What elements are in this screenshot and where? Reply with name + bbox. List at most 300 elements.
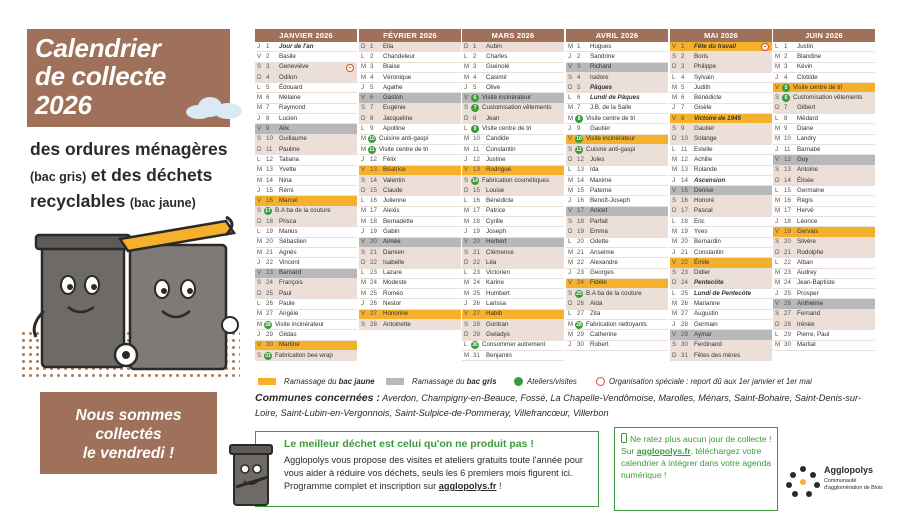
day-label: Élisée	[797, 176, 814, 184]
day-number: 26	[681, 300, 688, 308]
day-row	[773, 176, 875, 186]
day-number: 19	[473, 228, 480, 235]
weekday: J	[257, 42, 261, 50]
day-number: 27	[681, 310, 688, 318]
weekday: M	[568, 330, 574, 338]
day-number: 3	[577, 63, 581, 71]
day-number: 20	[681, 238, 688, 246]
weekday: S	[257, 63, 262, 71]
weekday: M	[361, 279, 367, 287]
communes-label: Communes concernées :	[255, 392, 380, 404]
weekday: V	[257, 197, 262, 205]
weekday: J	[361, 155, 365, 163]
day-number: 6	[681, 94, 685, 102]
green-circle-icon: 5	[782, 84, 790, 92]
weekday: M	[464, 217, 470, 225]
day-label: Gildas	[279, 330, 297, 338]
weekday: L	[568, 238, 572, 246]
day-number: 11	[784, 145, 791, 153]
weekday: D	[257, 73, 262, 81]
day-row	[566, 227, 668, 237]
day-row	[359, 289, 461, 299]
day-number: 7	[370, 104, 374, 112]
day-label: Béatrice	[383, 166, 406, 174]
month-column	[773, 29, 875, 351]
day-number: 21	[784, 248, 791, 256]
day-label: Bénédicte	[694, 94, 722, 102]
day-label: Aymar	[694, 330, 712, 338]
day-label: Anicet	[590, 207, 608, 215]
day-number: 15	[784, 186, 791, 194]
day-row	[255, 279, 357, 289]
day-row	[566, 341, 668, 351]
day-label: Gilbert	[797, 104, 816, 112]
day-label: Geneviève	[279, 63, 309, 71]
day-label: Augustin	[694, 310, 719, 318]
day-number: 12	[266, 155, 273, 163]
weekday: M	[361, 135, 367, 143]
day-label: Landry	[797, 135, 816, 143]
weekday: M	[361, 217, 367, 225]
communes-list: Averdon, Champigny-en-Beauce, Fossé, La Chapelle-Vendômoise, Marolles, Ménars, Saint-Bohaire, Saint-Denis-sur-Loire, Saint-Lubin-en-Vergonnois, Saint-Sulpice-de-Pommeray, Villefrancœur, Villerbon	[255, 393, 861, 418]
day-row	[462, 248, 564, 258]
day-number: 14	[784, 176, 791, 184]
day-number: 2	[577, 52, 581, 60]
day-row	[566, 279, 668, 289]
day-row	[359, 124, 461, 134]
day-number: 22	[370, 258, 377, 266]
day-row	[359, 176, 461, 186]
day-label: Benoît-Joseph	[590, 197, 630, 205]
weekday: D	[361, 114, 366, 122]
day-number: 20	[577, 238, 584, 246]
green-circle-icon: 25	[576, 290, 582, 297]
day-row	[462, 42, 564, 52]
weekday: V	[257, 125, 262, 133]
day-label: Gautier	[590, 125, 611, 133]
day-label: J.B. de la Salle	[590, 104, 632, 112]
day-number: 31	[681, 351, 688, 359]
day-number: 8	[266, 114, 270, 122]
day-number: 26	[473, 300, 480, 308]
day-number: 30	[577, 341, 584, 349]
day-number: 7	[681, 104, 685, 112]
day-number: 13	[370, 166, 377, 174]
weekday: V	[568, 63, 573, 71]
weekday: L	[464, 197, 468, 205]
day-number: 28	[681, 320, 688, 328]
weekday: J	[257, 114, 261, 122]
weekday: J	[568, 269, 572, 277]
month-header: JUIN 2026	[773, 29, 875, 42]
subtitle	[30, 137, 245, 215]
weekday: S	[257, 279, 262, 287]
day-label: Rolande	[694, 166, 718, 174]
day-label: Gervais	[797, 228, 819, 235]
green-circle-icon	[514, 377, 523, 386]
day-number: 6	[266, 94, 270, 102]
day-row	[255, 114, 357, 124]
day-number: 12	[681, 155, 688, 163]
weekday: V	[775, 300, 780, 308]
day-label: Patrice	[486, 207, 506, 215]
day-label: Kévin	[797, 63, 813, 71]
day-label: Clémence	[486, 248, 514, 256]
day-number: 8	[473, 114, 477, 122]
day-row	[773, 248, 875, 258]
green-circle-icon: 28	[576, 321, 582, 328]
green-circle-icon: 7	[471, 104, 479, 112]
day-label: Audrey	[797, 269, 817, 277]
day-label: Germaine	[797, 186, 825, 194]
green-circle-icon: 10	[576, 136, 582, 143]
day-label: Jour de l'an	[279, 42, 314, 50]
day-row	[566, 135, 668, 145]
day-label: Alexandre	[590, 258, 618, 266]
day-label: Rodolphe	[797, 248, 824, 256]
weekday: V	[464, 310, 469, 318]
day-label: Marius	[279, 228, 298, 235]
day-number: 13	[577, 166, 584, 174]
day-label: Martial	[797, 341, 816, 349]
weekday: V	[568, 207, 573, 215]
day-label: François	[279, 279, 303, 287]
day-row	[359, 114, 461, 124]
day-number: 10	[681, 135, 688, 143]
day-row	[670, 114, 772, 124]
day-row	[670, 330, 772, 340]
day-label: Honorine	[383, 310, 409, 318]
day-label: Sylvain	[694, 73, 714, 81]
day-number: 25	[370, 289, 377, 297]
day-label: Parfait	[590, 217, 608, 225]
day-row	[359, 93, 461, 103]
day-number: 30	[784, 341, 791, 349]
day-row	[670, 299, 772, 309]
weekday: V	[464, 166, 469, 174]
weekday: L	[775, 330, 779, 338]
weekday: L	[775, 114, 779, 122]
weekday: J	[775, 73, 779, 81]
weekday: M	[775, 279, 781, 287]
weekday: M	[464, 207, 470, 215]
day-row	[255, 104, 357, 114]
day-row	[773, 238, 875, 248]
day-row	[255, 42, 357, 52]
day-row	[670, 341, 772, 351]
day-label: Diane	[797, 125, 814, 133]
day-label: Nina	[279, 176, 292, 184]
day-row	[773, 63, 875, 73]
weekday: V	[568, 279, 573, 287]
day-row	[255, 166, 357, 176]
day-row	[773, 330, 875, 340]
weekday: M	[361, 207, 367, 215]
day-row	[462, 217, 564, 227]
day-row	[462, 155, 564, 165]
subtitle-part-5: (bac jaune)	[129, 196, 196, 210]
day-row	[670, 196, 772, 206]
day-label: Yves	[694, 228, 708, 235]
day-row	[255, 186, 357, 196]
day-number: 4	[266, 73, 270, 81]
weekday: J	[672, 248, 676, 256]
day-label: Victorien	[486, 269, 510, 277]
day-row	[566, 114, 668, 124]
day-number: 28	[784, 320, 791, 328]
day-row	[670, 124, 772, 134]
day-label: Constantin	[694, 248, 724, 256]
day-row	[255, 320, 357, 330]
weekday: S	[464, 104, 469, 112]
day-row	[773, 124, 875, 134]
weekday: M	[257, 104, 263, 112]
day-label: Customisation vêtements	[793, 94, 863, 102]
day-label: Ida	[590, 166, 599, 174]
promo-line-3: le vendredi !	[82, 445, 175, 462]
day-label: Benjamin	[486, 351, 512, 359]
day-label: Gwladys	[486, 330, 510, 338]
day-label: Georges	[590, 269, 614, 277]
day-row	[773, 42, 875, 52]
weekday: J	[775, 145, 779, 153]
day-row	[670, 217, 772, 227]
weekday: M	[361, 63, 367, 71]
weekday: M	[672, 238, 678, 246]
day-row	[359, 166, 461, 176]
day-label: Gontran	[486, 320, 509, 328]
weekday: S	[361, 248, 366, 256]
weekday: S	[464, 176, 469, 184]
weekday: M	[672, 155, 678, 163]
day-label: Silvère	[797, 238, 816, 246]
day-label: Mélaine	[279, 94, 301, 102]
day-number: 20	[370, 238, 377, 246]
day-row	[255, 52, 357, 62]
day-number: 13	[784, 166, 791, 174]
day-row	[773, 320, 875, 330]
agglopolys-logo-icon	[786, 462, 886, 502]
day-number: 13	[473, 166, 480, 174]
day-number: 26	[266, 300, 273, 308]
weekday: M	[464, 351, 470, 359]
day-row	[255, 145, 357, 155]
weekday: D	[361, 258, 366, 266]
day-number: 17	[577, 207, 584, 215]
weekday: D	[568, 83, 573, 91]
day-row	[255, 258, 357, 268]
day-row	[359, 52, 461, 62]
month-column	[670, 29, 772, 361]
day-row	[670, 176, 772, 186]
day-row	[566, 166, 668, 176]
day-row	[566, 299, 668, 309]
day-number: 5	[266, 83, 270, 91]
day-label: Pierre, Paul	[797, 330, 830, 338]
green-circle-icon: 6	[782, 94, 790, 102]
day-number: 25	[681, 289, 688, 297]
day-label: Eugénie	[383, 104, 406, 112]
day-label: Robert	[590, 341, 609, 349]
app-box	[614, 427, 778, 511]
day-number: 9	[577, 125, 581, 133]
day-number: 22	[784, 258, 791, 266]
weekday: M	[361, 289, 367, 297]
day-row	[255, 83, 357, 93]
day-number: 15	[370, 186, 377, 194]
day-label: Bernardin	[694, 238, 721, 246]
day-label: Régis	[797, 197, 813, 205]
day-number: 29	[473, 330, 480, 338]
day-label: Isabelle	[383, 258, 405, 266]
weekday: L	[672, 289, 676, 297]
logo-name: Agglopolys	[824, 465, 873, 475]
weekday: D	[361, 42, 366, 50]
day-row	[359, 258, 461, 268]
day-label: Germain	[694, 320, 718, 328]
day-number: 20	[473, 238, 480, 246]
day-row	[773, 186, 875, 196]
weekday: L	[672, 145, 676, 153]
day-label: Médard	[797, 114, 818, 122]
day-row	[462, 227, 564, 237]
weekday: S	[257, 351, 262, 359]
day-number: 29	[784, 330, 791, 338]
day-number: 15	[681, 186, 688, 194]
day-label: Visite incinérateur	[586, 135, 636, 143]
app-link[interactable]: agglopolys.fr	[636, 446, 691, 456]
weekday: M	[568, 176, 574, 184]
day-label: Joseph	[486, 228, 506, 235]
weekday: D	[672, 279, 677, 287]
day-number: 17	[681, 207, 688, 215]
day-row	[462, 207, 564, 217]
weekday: M	[775, 135, 781, 143]
day-row	[773, 217, 875, 227]
day-row	[566, 217, 668, 227]
day-label: Achille	[694, 155, 713, 163]
weekday: D	[257, 289, 262, 297]
day-number: 1	[266, 42, 270, 50]
day-row	[462, 124, 564, 134]
advice-body-text: Agglopolys vous propose des visites et ateliers gratuits toute l'année pour vous aider à réduire vos déchets, seuls les 6 premiers mois figurent ici. Programme complet et inscription sur	[284, 455, 583, 491]
weekday: M	[775, 341, 781, 349]
day-label: Tatiana	[279, 155, 299, 163]
day-row	[255, 341, 357, 351]
day-number: 5	[473, 83, 477, 91]
day-label: Customisation vêtements	[482, 104, 552, 112]
weekday: S	[568, 145, 573, 153]
day-number: 31	[473, 351, 480, 359]
day-number: 23	[784, 269, 791, 277]
weekday: S	[257, 207, 262, 215]
day-label: Lundi de Pentecôte	[694, 289, 752, 297]
title-line-3: 2026	[35, 91, 102, 119]
day-row	[773, 258, 875, 268]
green-circle-icon: 31	[265, 352, 271, 359]
day-label: Anselme	[590, 248, 615, 256]
weekday: J	[568, 341, 572, 349]
advice-link[interactable]: agglopolys.fr	[438, 481, 497, 491]
day-row	[462, 166, 564, 176]
weekday: M	[568, 104, 574, 112]
weekday: V	[464, 94, 469, 102]
day-label: Olive	[486, 83, 501, 91]
day-number: 15	[266, 186, 273, 194]
day-row	[255, 207, 357, 217]
weekday: M	[464, 135, 470, 143]
day-label: Visite centre de tri	[379, 145, 429, 153]
advice-box	[255, 431, 599, 507]
day-row	[773, 93, 875, 103]
weekday: L	[464, 52, 468, 60]
subtitle-part-1: des ordures ménagères	[30, 139, 228, 159]
day-number: 9	[784, 125, 788, 133]
day-row	[255, 196, 357, 206]
day-row	[255, 217, 357, 227]
day-label: Justine	[486, 155, 506, 163]
day-number: 2	[681, 52, 685, 60]
day-number: 9	[681, 125, 685, 133]
day-number: 27	[266, 310, 273, 318]
day-number: 24	[784, 279, 791, 287]
weekday: L	[257, 155, 261, 163]
day-row	[359, 279, 461, 289]
day-label: B.A ba de la couture	[586, 289, 642, 297]
day-number: 1	[681, 42, 685, 50]
day-row	[670, 52, 772, 62]
green-circle-icon: 17	[265, 208, 271, 215]
day-row	[359, 320, 461, 330]
weekday: D	[568, 228, 573, 235]
day-label: Maxime	[590, 176, 612, 184]
day-label: Apolline	[383, 125, 406, 133]
day-label: Gaston	[383, 94, 403, 102]
day-row	[462, 52, 564, 62]
day-number: 13	[266, 166, 273, 174]
day-label: Paterne	[590, 186, 612, 194]
month-header: JANVIER 2026	[255, 29, 357, 42]
day-number: 24	[681, 279, 688, 287]
green-circle-icon: 6	[471, 94, 479, 102]
day-label: Philippe	[694, 63, 717, 71]
weekday: S	[361, 104, 366, 112]
day-label: Ferdinand	[694, 341, 722, 349]
legend-gray-bold: bac gris	[466, 377, 497, 386]
weekday: M	[775, 63, 781, 71]
day-number: 5	[577, 83, 581, 91]
green-circle-icon: 28	[265, 321, 271, 328]
day-label: Agathe	[383, 83, 403, 91]
weekday: V	[568, 135, 573, 143]
day-number: 18	[266, 217, 273, 225]
day-row	[773, 310, 875, 320]
month-column	[359, 29, 461, 330]
weekday: V	[361, 94, 366, 102]
day-row	[359, 196, 461, 206]
day-label: Vincent	[279, 258, 300, 266]
day-number: 2	[473, 52, 477, 60]
day-label: Zita	[590, 310, 601, 318]
day-number: 4	[370, 73, 374, 81]
day-number: 2	[784, 52, 788, 60]
day-number: 29	[681, 330, 688, 338]
day-label: Basile	[279, 52, 296, 60]
day-row	[462, 341, 564, 351]
day-label: Casimir	[486, 73, 507, 81]
day-label: Cuisine anti-gaspi	[379, 135, 429, 143]
day-row	[773, 155, 875, 165]
